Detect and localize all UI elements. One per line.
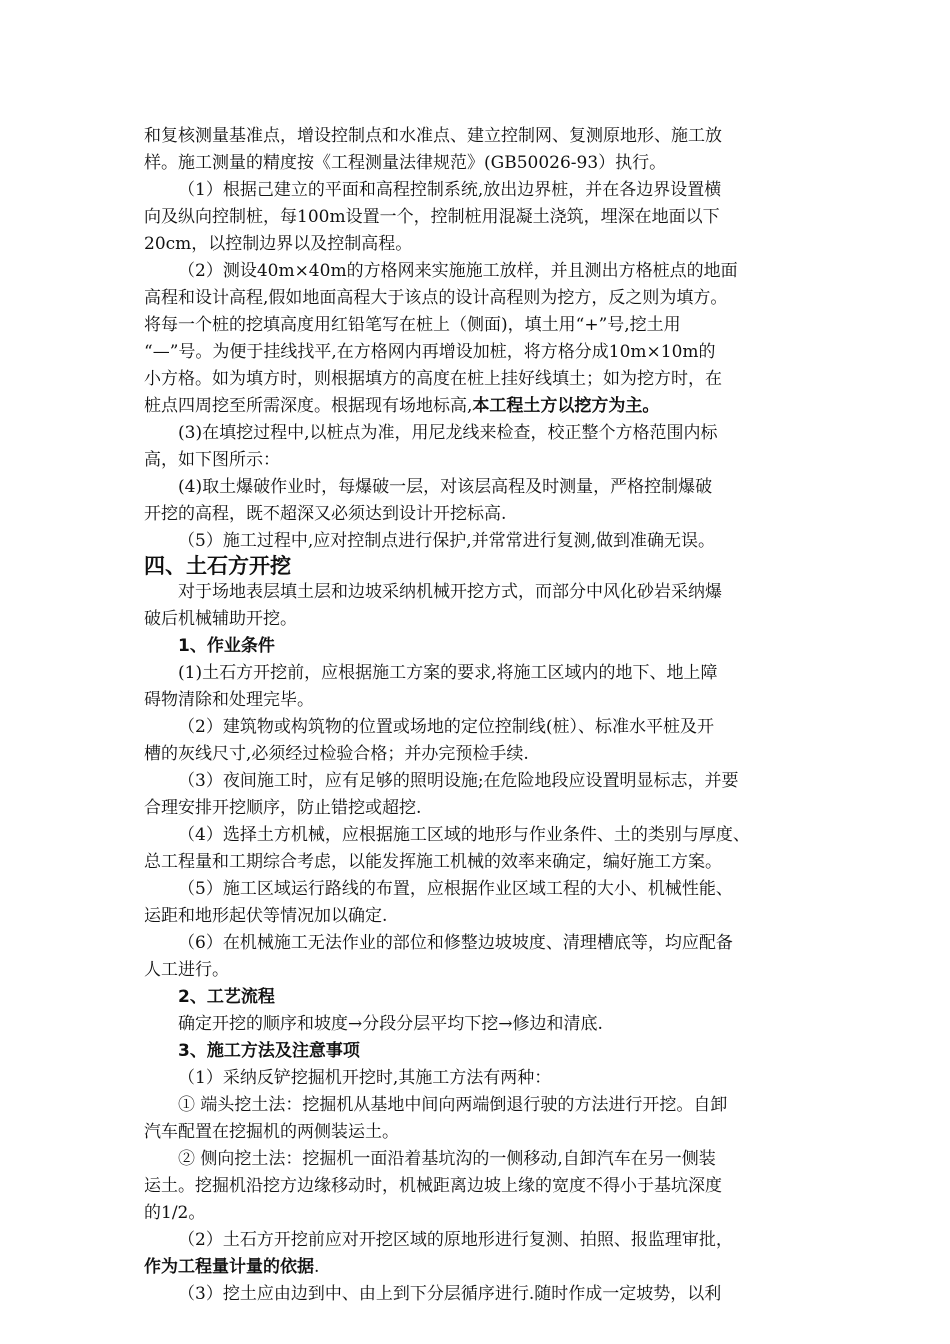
paragraph-line: 开挖的高程，既不超深又必须达到设计开挖标高. — [144, 504, 507, 524]
paragraph-line: （2）测设40m×40m的方格网来实施施工放样，并且测出方格桩点的地面 — [178, 261, 738, 281]
paragraph-line: 人工进行。 — [144, 960, 229, 980]
paragraph-line: 碍物清除和处理完毕。 — [144, 690, 314, 710]
paragraph-line: 破后机械辅助开挖。 — [144, 609, 297, 629]
paragraph-line: （6）在机械施工无法作业的部位和修整边坡坡度、清理槽底等，均应配备 — [178, 933, 733, 953]
paragraph-line: ① 端头挖土法：挖掘机从基地中间向两端倒退行驶的方法进行开挖。自卸 — [178, 1095, 728, 1115]
subsection-heading: 2、工艺流程 — [178, 987, 275, 1007]
subsection-heading: 3、施工方法及注意事项 — [178, 1041, 360, 1061]
paragraph-line: 向及纵向控制桩，每100m设置一个，控制桩用混凝土浇筑，埋深在地面以下 — [144, 207, 720, 227]
paragraph-line: 运距和地形起伏等情况加以确定. — [144, 906, 388, 926]
paragraph-line: （4）选择土方机械，应根据施工区域的地形与作业条件、土的类别与厚度、 — [178, 825, 750, 845]
paragraph-line: (3)在填挖过程中,以桩点为准，用尼龙线来检查，校正整个方格范围内标 — [178, 423, 718, 443]
paragraph-line: （5）施工区域运行路线的布置，应根据作业区域工程的大小、机械性能、 — [178, 879, 733, 899]
paragraph-line: （2）土石方开挖前应对开挖区域的原地形进行复测、拍照、报监理审批， — [178, 1230, 733, 1250]
subsection-heading: 1、作业条件 — [178, 636, 275, 656]
paragraph-line: 高程和设计高程,假如地面高程大于该点的设计高程则为挖方，反之则为填方。 — [144, 288, 728, 308]
paragraph-line: （1）根据己建立的平面和高程控制系统,放出边界桩，并在各边界设置横 — [178, 180, 722, 200]
paragraph-line: 高，如下图所示： — [144, 450, 280, 470]
paragraph-line: 对于场地表层填土层和边坡采纳机械开挖方式，而部分中风化砂岩采纳爆 — [178, 582, 722, 602]
paragraph-line: 的1/2。 — [144, 1203, 206, 1223]
paragraph-line: 和复核测量基准点，增设控制点和水准点、建立控制网、复测原地形、施工放 — [144, 126, 722, 146]
bold-text: 作为工程量计量的依据 — [144, 1257, 314, 1277]
paragraph-line: (1)土石方开挖前，应根据施工方案的要求,将施工区域内的地下、地上障 — [178, 663, 718, 683]
paragraph-line: （5）施工过程中,应对控制点进行保护,并常常进行复测,做到准确无误。 — [178, 531, 716, 551]
paragraph-line: 总工程量和工期综合考虑，以能发挥施工机械的效率来确定，编好施工方案。 — [144, 852, 722, 872]
paragraph-line: (4)取土爆破作业时，每爆破一层，对该层高程及时测量，严格控制爆破 — [178, 477, 713, 497]
paragraph-line: 运土。挖掘机沿挖方边缘移动时，机械距离边坡上缘的宽度不得小于基坑深度 — [144, 1176, 722, 1196]
paragraph-line: 20cm，以控制边界以及控制高程。 — [144, 234, 413, 254]
paragraph-line: （3）挖土应由边到中、由上到下分层循序进行.随时作成一定坡势，以利 — [178, 1284, 722, 1304]
paragraph-line: 确定开挖的顺序和坡度→分段分层平均下挖→修边和清底. — [178, 1014, 603, 1034]
bold-text: 本工程土方以挖方为主。 — [472, 396, 660, 416]
paragraph-line: 汽车配置在挖掘机的两侧装运土。 — [144, 1122, 399, 1142]
paragraph-line: 将每一个桩的挖填高度用红铅笔写在桩上（侧面)，填土用“+”号,挖土用 — [144, 315, 681, 335]
paragraph-line: “—”号。为便于挂线找平,在方格网内再增设加桩，将方格分成10m×10m的 — [144, 342, 716, 362]
paragraph-line: （3）夜间施工时，应有足够的照明设施;在危险地段应设置明显标志，并要 — [178, 771, 739, 791]
paragraph-text: . — [314, 1257, 320, 1277]
paragraph-line: 合理安排开挖顺序，防止错挖或超挖. — [144, 798, 422, 818]
paragraph-line — [144, 398, 659, 415]
paragraph-line: （1）采纳反铲挖掘机开挖时,其施工方法有两种： — [178, 1068, 552, 1088]
paragraph-line: 样。施工测量的精度按《工程测量法律规范》(GB50026-93）执行。 — [144, 153, 667, 173]
paragraph-line — [144, 1259, 319, 1276]
paragraph-line: 小方格。如为填方时，则根据填方的高度在桩上挂好线填土；如为挖方时，在 — [144, 369, 722, 389]
section-heading: 四、土石方开挖 — [144, 554, 291, 578]
paragraph-line: （2）建筑物或构筑物的位置或场地的定位控制线(桩）、标准水平桩及开 — [178, 717, 714, 737]
paragraph-line: 槽的灰线尺寸,必须经过检验合格；并办完预检手续. — [144, 744, 529, 764]
paragraph-line: ② 侧向挖土法：挖掘机一面沿着基坑沟的一侧移动,自卸汽车在另一侧装 — [178, 1149, 716, 1169]
paragraph-text: 桩点四周挖至所需深度。根据现有场地标高, — [144, 396, 473, 416]
